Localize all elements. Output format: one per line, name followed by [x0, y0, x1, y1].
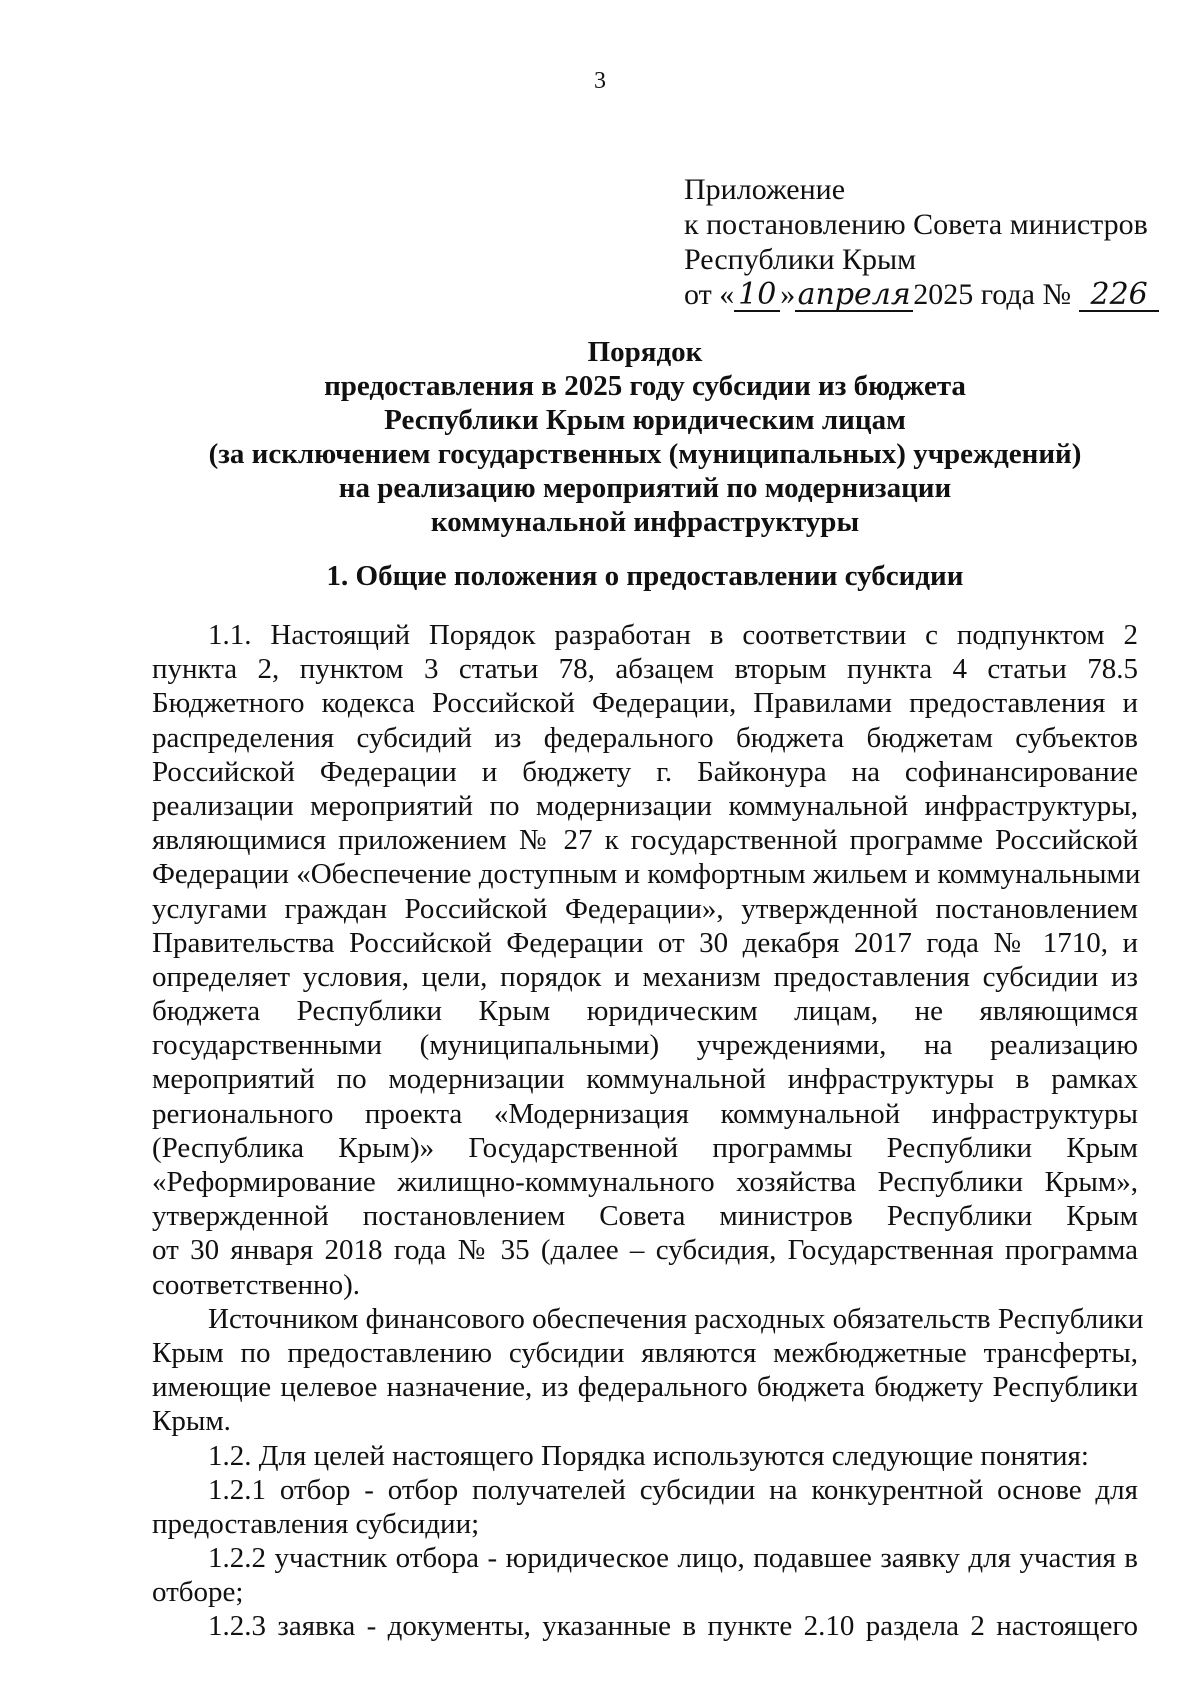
appendix-date-line — [684, 277, 1159, 312]
body-line: распределения субсидий из федерального бюджета бюджетам субъектов — [152, 721, 1138, 754]
body-line: 1.1. Настоящий Порядок разработан в соответствии с подпунктом 2 — [208, 619, 1138, 651]
title-line-5: на реализацию мероприятий по модернизации — [338, 472, 952, 504]
body-line: соответственно). — [152, 1268, 360, 1301]
body-line: отборе; — [152, 1576, 244, 1609]
body-line: Правительства Российской Федерации от 30 декабря 2017 года № 1710, и — [152, 926, 1138, 959]
body-text — [152, 618, 1144, 1644]
body-line: от 30 января 2018 года № 35 (далее – субсидия, Государственная программа — [152, 1234, 1138, 1267]
appendix-label: Приложение — [684, 173, 846, 206]
section-1-heading: 1. Общие положения о предоставлении субсидии — [326, 560, 964, 592]
body-line: Бюджетного кодекса Российской Федерации, Правилами предоставления и — [152, 687, 1138, 720]
body-line: Крым. — [152, 1405, 231, 1438]
document-title — [150, 335, 1140, 539]
body-line: Крым по предоставлению субсидии являются межбюджетные трансферты, — [152, 1336, 1138, 1369]
handwritten-number: 226 — [1079, 280, 1159, 312]
body-line: 1.2. Для целей настоящего Порядка используются следующие понятия: — [208, 1439, 1089, 1472]
date-mid: » — [780, 278, 796, 311]
body-line: Российской Федерации и бюджету г. Байконура на софинансирование — [152, 755, 1138, 788]
body-line: имеющие целевое назначение, из федерального бюджета бюджету Республики — [152, 1371, 1138, 1404]
appendix-resolution: к постановлению Совета министров — [684, 208, 1148, 241]
title-line-1: Порядок — [587, 336, 703, 368]
date-prefix: от « — [684, 278, 735, 311]
body-line: пункта 2, пунктом 3 статьи 78, абзацем вторым пункта 4 статьи 78.5 — [152, 653, 1138, 686]
appendix-republic: Республики Крым — [684, 243, 917, 276]
body-line: являющимися приложением № 27 к государственной программе Российской — [152, 824, 1138, 857]
body-line: Федерации «Обеспечение доступным и комфортным жильем и коммунальными — [152, 858, 1141, 891]
body-line: утвержденной постановлением Совета министров Республики Крым — [152, 1200, 1138, 1233]
title-line-3: Республики Крым юридическим лицам — [384, 404, 906, 436]
body-line: услугами граждан Российской Федерации», утвержденной постановлением — [152, 892, 1138, 925]
body-line: 1.2.2 участник отбора - юридическое лицо, подавшее заявку для участия в — [208, 1542, 1138, 1575]
body-line: государственными (муниципальными) учреждениями, на реализацию — [152, 1029, 1138, 1062]
title-line-6: коммунальной инфраструктуры — [430, 506, 860, 538]
body-line: 1.2.3 заявка - документы, указанные в пункте 2.10 раздела 2 настоящего — [208, 1610, 1138, 1643]
title-line-4: (за исключением государственных (муниципальных) учреждений) — [208, 438, 1082, 470]
body-line: предоставления субсидии; — [152, 1507, 480, 1540]
body-line: бюджета Республики Крым юридическим лицам, не являющимся — [152, 995, 1138, 1028]
body-line: определяет условия, цели, порядок и механизм предоставления субсидии из — [152, 960, 1138, 993]
body-line: «Реформирование жилищно-коммунального хозяйства Республики Крым», — [152, 1166, 1138, 1198]
title-line-2: предоставления в 2025 году субсидии из бюджета — [324, 370, 966, 402]
body-line: регионального проекта «Модернизация коммунальной инфраструктуры — [152, 1097, 1138, 1130]
appendix-block — [684, 172, 1159, 312]
body-line: (Республика Крым)» Государственной программы Республики Крым — [152, 1131, 1138, 1164]
body-line: мероприятий по модернизации коммунальной инфраструктуры в рамках — [152, 1063, 1138, 1096]
handwritten-month: апреля — [795, 280, 913, 312]
body-line: 1.2.1 отбор - отбор получателей субсидии на конкурентной основе для — [208, 1473, 1138, 1506]
page-number: 3 — [594, 68, 606, 94]
handwritten-day: 10 — [734, 280, 780, 312]
body-line: Источником финансового обеспечения расходных обязательств Республики — [208, 1302, 1144, 1335]
date-year: 2025 года № — [913, 278, 1072, 311]
body-line: реализации мероприятий по модернизации коммунальной инфраструктуры, — [152, 789, 1138, 822]
